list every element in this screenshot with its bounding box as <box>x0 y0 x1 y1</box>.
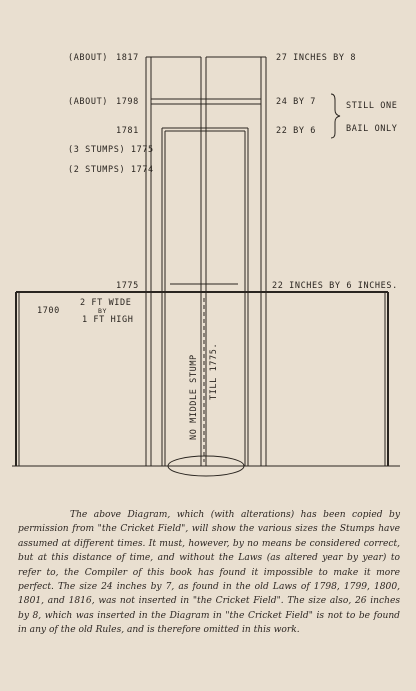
label-1817-prefix: (ABOUT) <box>68 53 109 63</box>
wicket-1700 <box>16 292 388 466</box>
label-1775: 1775 <box>116 281 139 291</box>
label-1ft-high: 1 FT HIGH <box>82 315 134 325</box>
label-no-middle-stump: NO MIDDLE STUMP <box>189 354 199 440</box>
label-1775-three-stumps: (3 STUMPS) 1775 <box>68 145 154 155</box>
label-till-1775: TILL 1775. <box>209 342 219 400</box>
label-bail-only: BAIL ONLY <box>346 124 398 134</box>
label-1774-two-stumps: (2 STUMPS) 1774 <box>68 165 154 175</box>
label-1781-size: 22 BY 6 <box>276 126 317 136</box>
wicket-1781 <box>162 128 248 466</box>
label-1798: 1798 <box>116 97 139 107</box>
label-1817-size: 27 INCHES BY 8 <box>276 53 357 63</box>
label-still-one: STILL ONE <box>346 101 398 111</box>
note-text: The above Diagram, which (with alterations) has been copied by permission from "the Cricket Field", will show the various sizes the Stumps have assumed at different times. It must, however, by no means be considered correct, but at this distance of time, and without the Laws (as altered year by year) to refer to, the Compiler of this book has found it impossible to make it more perfect. The size 24 inches by 7, as found in the old Laws of 1798, 1799, 1800, 1801, and 1816, was not inserted in "the Cricket Field". The size also, 26 inches by 8, which was inserted in the Diagram in "the Cricket Field" is not to be found in any of the old Rules, and is therefore omitted in this work. <box>18 510 400 636</box>
label-1700: 1700 <box>37 306 60 316</box>
brace <box>331 94 340 138</box>
label-2ft-wide: 2 FT WIDE <box>80 298 132 308</box>
label-1781: 1781 <box>116 126 139 136</box>
label-1775-size: 22 INCHES BY 6 INCHES. <box>272 281 398 291</box>
label-1817: 1817 <box>116 53 139 63</box>
label-1798-prefix: (ABOUT) <box>68 97 109 107</box>
label-1798-size: 24 BY 7 <box>276 97 317 107</box>
label-by: BY <box>98 307 108 315</box>
diagram-note <box>18 508 400 638</box>
